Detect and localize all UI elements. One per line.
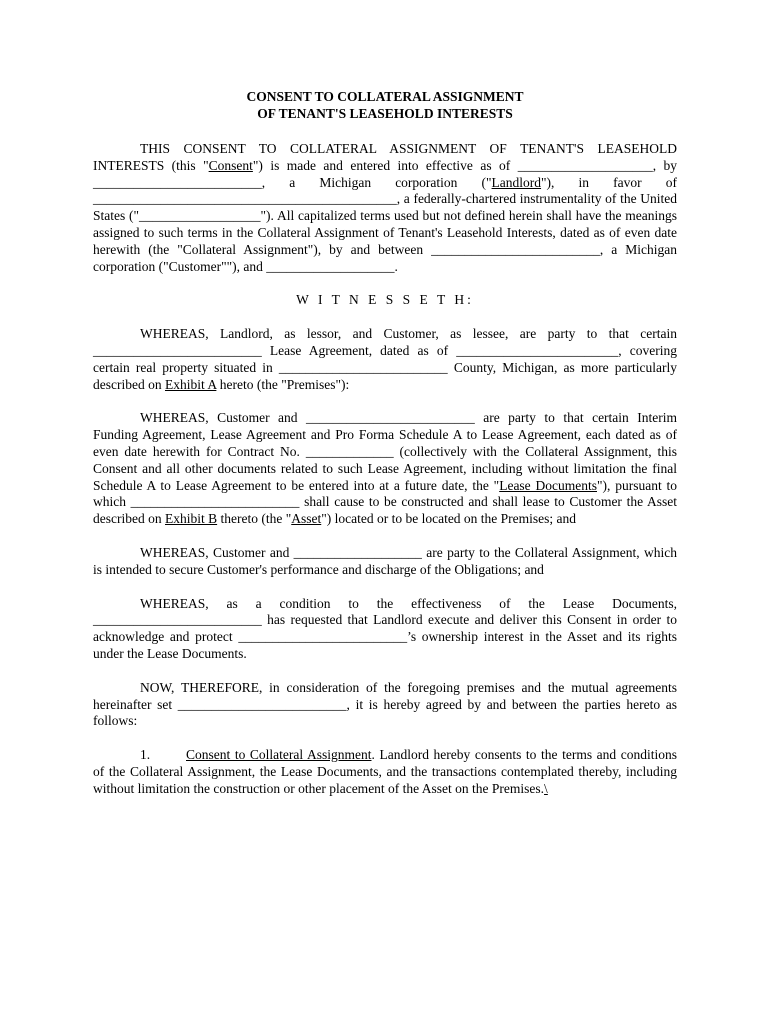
witnesseth-heading: W I T N E S S E T H: [296,292,474,308]
consent-term: Consent [208,157,253,173]
asset-term: Asset [291,511,322,527]
exhibit-b-link: Exhibit B [164,511,218,527]
intro-text-3: "), in favor of _____________________________________________, a federally-chartered instrumentality of the United States ("__________________"). All capitalized terms used but not defined herein shall have the meanings assigned to such terms in the Collateral Assignment of Tenant's Leasehold Interests, dated as of even date herewith (the "Collateral Assignment"), by and between _________________________, a Michigan corporation ("Customer""), and ___________________. [93,174,677,274]
section-1-paragraph [93,747,677,797]
intro-text-1: THIS CONSENT TO COLLATERAL ASSIGNMENT OF TENANT'S LEASEHOLD INTERESTS (this " [93,141,677,173]
document-body [93,88,677,798]
section-1-trailing-mark: \ [544,780,548,796]
whereas2-text-1: WHEREAS, Customer and _________________________ are party to that certain Interim Funding Agreement, Lease Agreement and Pro Forma Schedule A to Lease Agreement, each dated as of even date herewith for Contract No. _____________ (collectively with the Collateral Assignment, this Consent and all other documents related to such Lease Agreement, including without limitation the final Schedule A to Lease Agreement to be entered into at a future date, the " [93,410,677,493]
whereas-paragraph-2 [93,410,677,528]
whereas2-text-2: "), pursuant to which _________________________ shall cause to be constructed and shall lease to Customer the Asset described on [93,477,678,527]
title-line-2: OF TENANT'S LEASEHOLD INTERESTS [257,106,513,121]
section-1-heading: Consent to Collateral Assignment [186,747,372,763]
document-title [93,88,677,122]
title-line-1: CONSENT TO COLLATERAL ASSIGNMENT [246,89,524,104]
whereas-paragraph-1 [93,326,677,393]
whereas1-text-1: WHEREAS, Landlord, as lessor, and Customer, as lessee, are party to that certain _________________________ Lease Agreement, dated as of ________________________, covering certain real property situated in _________________________ County, Michigan, as more particularly described on [93,326,677,392]
landlord-term: Landlord [491,174,542,190]
lease-documents-term: Lease Documents [499,477,597,493]
whereas2-text-3: thereto (the " [217,511,292,527]
whereas1-text-2: hereto (the "Premises"): [216,376,350,392]
whereas-paragraph-3: WHEREAS, Customer and ___________________ are party to the Collateral Assignment, which is intended to secure Customer's performance and discharge of the Obligations; and [93,544,677,577]
intro-paragraph [93,141,677,275]
section-1-text: . Landlord hereby consents to the terms and conditions of the Collateral Assignment, the Lease Documents, and the transactions contemplated thereby, including without limitation the construction or other placement of the Asset on the Premises. [93,747,677,796]
now-therefore-paragraph: NOW, THEREFORE, in consideration of the foregoing premises and the mutual agreements hereinafter set _________________________, it is hereby agreed by and between the parties hereto as follows: [93,679,677,729]
exhibit-a-link: Exhibit A [164,376,217,392]
whereas-paragraph-4: WHEREAS, as a condition to the effectiveness of the Lease Documents, _________________________ has requested that Landlord execute and deliver this Consent in order to acknowledge and protect _________________________’s ownership interest in the Asset and its rights under the Lease Documents. [93,595,677,661]
intro-text-2: ") is made and entered into effective as of ____________________, by _________________________, a Michigan corporation (" [93,157,677,190]
whereas2-text-4: ") located or to be located on the Premises; and [321,511,577,527]
section-1-number: 1. [140,747,151,763]
